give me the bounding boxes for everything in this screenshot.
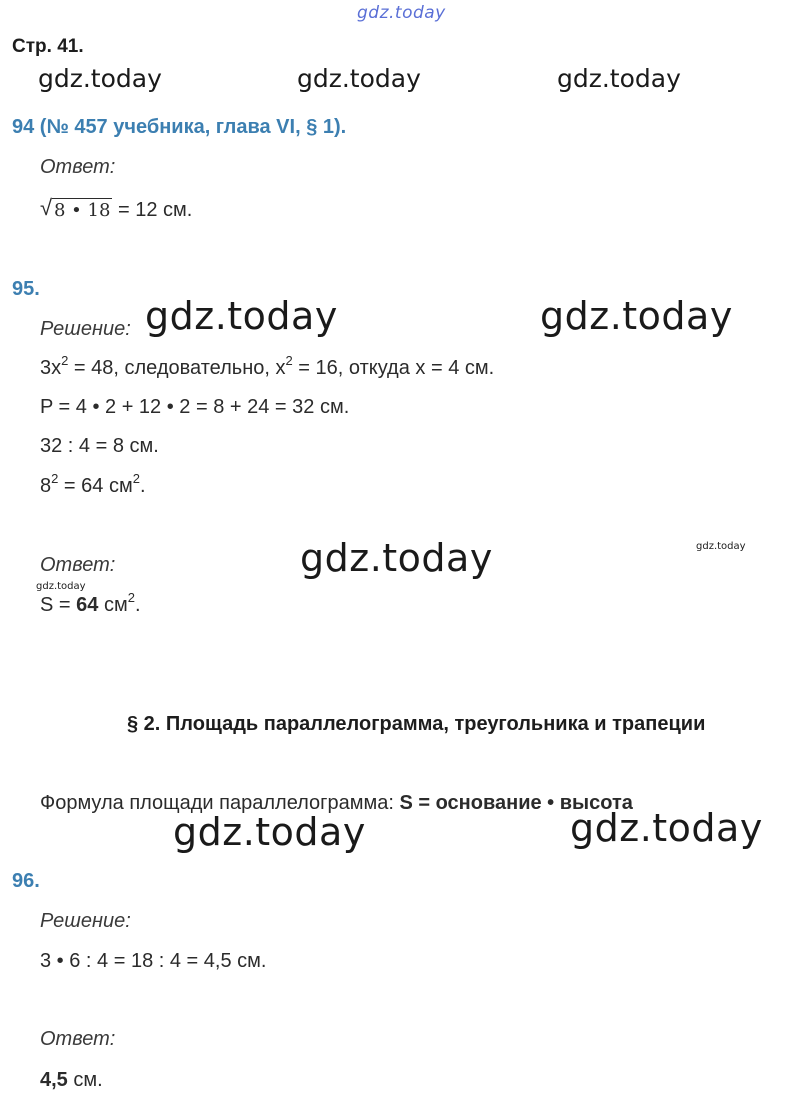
- watermark-small: gdz.today: [696, 541, 746, 552]
- task-96-line-1: 3 • 6 : 4 = 18 : 4 = 4,5 см.: [40, 950, 267, 972]
- superscript: 2: [51, 471, 59, 486]
- text: = 48, следовательно, x: [68, 357, 286, 379]
- task-96-number: 96.: [12, 870, 40, 892]
- text: .: [134, 594, 141, 616]
- text: S =: [40, 594, 77, 616]
- watermark: gdz.today: [540, 294, 733, 338]
- task-95-line-3: 32 : 4 = 8 см.: [40, 435, 159, 457]
- watermark: gdz.today: [570, 806, 763, 850]
- task-94-answer-label: Ответ:: [40, 156, 116, 178]
- watermark-small: gdz.today: [36, 581, 86, 592]
- answer-value: 4,5: [40, 1069, 68, 1091]
- text: см: [98, 594, 128, 616]
- answer-value: 64: [76, 594, 99, 616]
- task-96-answer: [40, 1069, 103, 1092]
- task-96-answer-label: Ответ:: [40, 1028, 116, 1050]
- task-95-number: 95.: [12, 278, 40, 300]
- formula-text: Формула площади параллелограмма:: [40, 792, 400, 814]
- task-94-answer: [40, 195, 193, 222]
- watermark: gdz.today: [38, 64, 162, 93]
- watermark: gdz.today: [557, 64, 681, 93]
- sqrt-expression: [40, 195, 112, 222]
- text: .: [139, 475, 146, 497]
- task-95-answer: [40, 590, 141, 617]
- radicand: 8 • 18: [54, 200, 111, 221]
- superscript: 2: [61, 353, 69, 368]
- sqrt-result: = 12 см.: [112, 199, 193, 221]
- page-reference: Стр. 41.: [12, 36, 84, 57]
- task-96-solution-label: Решение:: [40, 910, 131, 932]
- watermark-top: gdz.today: [357, 3, 446, 23]
- watermark: gdz.today: [173, 810, 366, 854]
- text: 8: [40, 475, 52, 497]
- radical-sign: √: [40, 195, 53, 220]
- superscript: 2: [132, 471, 140, 486]
- watermark: gdz.today: [145, 294, 338, 338]
- text: = 16, откуда x = 4 см.: [292, 357, 495, 379]
- watermark: gdz.today: [300, 536, 493, 580]
- task-95-solution-label: Решение:: [40, 318, 131, 340]
- task-95-line-4: [40, 471, 146, 498]
- text: см.: [67, 1069, 103, 1091]
- task-95-line-2: P = 4 • 2 + 12 • 2 = 8 + 24 = 32 см.: [40, 396, 350, 418]
- formula-bold: S = основание • высота: [399, 792, 633, 814]
- superscript: 2: [127, 590, 135, 605]
- task-94-number: 94 (№ 457 учебника, глава VI, § 1).: [12, 116, 347, 138]
- task-95-answer-label: Ответ:: [40, 554, 116, 576]
- section-heading: § 2. Площадь параллелограмма, треугольника и трапеции: [127, 713, 706, 735]
- task-95-line-1: [40, 353, 495, 380]
- watermark: gdz.today: [297, 64, 421, 93]
- text: 3x: [40, 357, 62, 379]
- superscript: 2: [285, 353, 293, 368]
- text: = 64 см: [58, 475, 133, 497]
